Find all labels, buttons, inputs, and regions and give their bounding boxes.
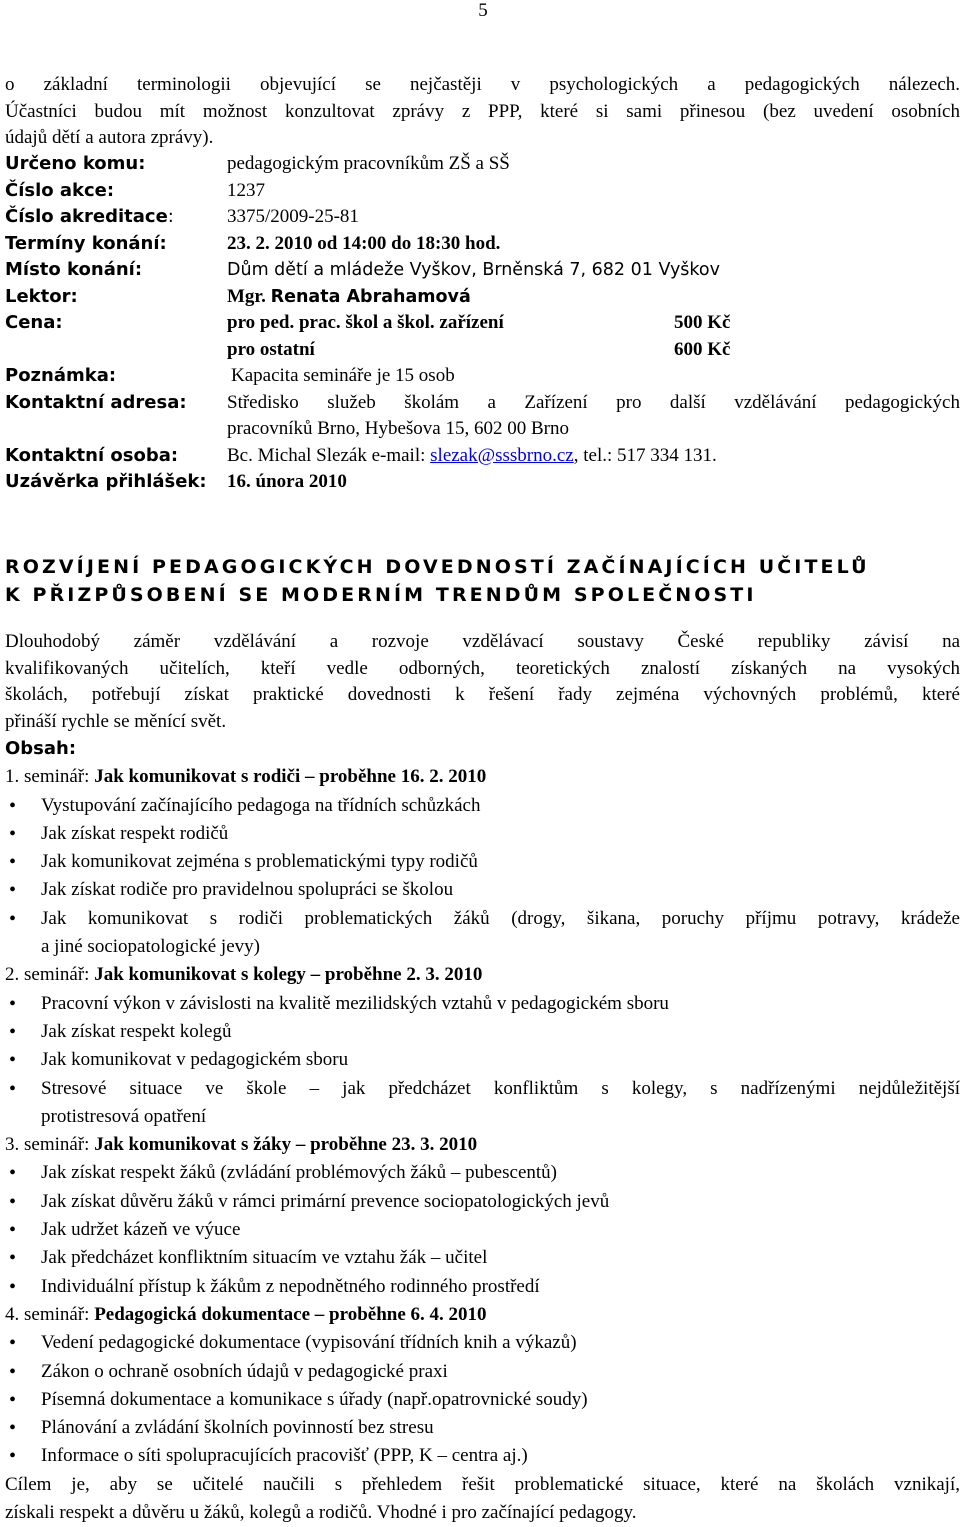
info-row-cena (5, 310, 960, 337)
info-label: Kontaktní adresa: (5, 391, 187, 413)
info-value: pedagogickým pracovníkům ZŠ a SŠ (227, 153, 510, 174)
price-amount-2: 600 Kč (674, 338, 731, 360)
page-number: 5 (478, 0, 488, 21)
list-item: • Jak komunikovat zejména s problematickými typy rodičů (5, 848, 960, 876)
content-section (5, 735, 960, 1527)
intro-line-3: údajů dětí a autora zprávy). (5, 127, 214, 148)
info-value: 16. února 2010 (227, 471, 347, 492)
info-row-cena-2 (5, 337, 960, 364)
list-item: • Zákon o ochraně osobních údajů v pedagogické praxi (5, 1358, 960, 1386)
event-info (5, 151, 960, 496)
list-item: • Jak získat respekt kolegů (5, 1018, 960, 1046)
info-label: Lektor: (5, 285, 78, 307)
info-label: Číslo akreditace: (5, 206, 174, 227)
info-row-terminy (5, 231, 960, 258)
info-label: Místo konání: (5, 259, 143, 280)
info-label: Termíny konání: (5, 232, 167, 254)
info-label: Kontaktní osoba: (5, 444, 179, 466)
seminar-2-title: 2. seminář: Jak komunikovat s kolegy – proběhne 2. 3. 2010 (5, 964, 483, 986)
list-item: • Jak komunikovat v pedagogickém sboru (5, 1046, 960, 1074)
intro-line-2: Účastníci budou mít možnost konzultovat zprávy z PPP, které si sami přinesou (bez uvedení osobních (5, 100, 960, 122)
seminar-4-list (5, 1329, 960, 1470)
obsah-label: Obsah: (5, 738, 77, 759)
list-item: • Jak získat respekt rodičů (5, 820, 960, 848)
info-value: Mgr. Renata Abrahamová (227, 285, 471, 307)
list-item: • Jak získat důvěru žáků v rámci primární prevence sociopatologických jevů (5, 1188, 960, 1216)
conclusion-paragraph: Cílem je, aby se učitelé naučili s přehledem řešit problematické situace, které na školách vznikají, získali respekt a důvěru u žáků, kolegů a rodičů. Vhodné i pro začínající pedagogy. (5, 1473, 960, 1524)
info-value: Bc. Michal Slezák e-mail: slezak@sssbrno.cz, tel.: 517 334 131. (227, 444, 717, 466)
info-row-cislo-akreditace (5, 204, 960, 231)
list-item: • Jak získat respekt žáků (zvládání problémových žáků – pubescentů) (5, 1159, 960, 1187)
info-value: 3375/2009-25-81 (227, 206, 359, 227)
price-item-2: pro ostatní (227, 338, 315, 360)
heading-line-1: ROZVÍJENÍ PEDAGOGICKÝCH DOVEDNOSTÍ ZAČÍNAJÍCÍCH UČITELŮ (5, 556, 870, 578)
list-item: • Plánování a zvládání školních povinností bez stresu (5, 1414, 960, 1442)
info-row-uzaverka (5, 469, 960, 496)
price-item-1: pro ped. prac. škol a škol. zařízení (227, 312, 504, 333)
info-row-osoba (5, 443, 960, 470)
list-item: • Jak získat rodiče pro pravidelnou spolupráci se školou (5, 876, 960, 904)
price-amount-1: 500 Kč (674, 312, 731, 333)
info-label: Cena: (5, 312, 63, 333)
list-item: • Písemná dokumentace a komunikace s úřady (např.opatrovnické soudy) (5, 1386, 960, 1414)
info-row-poznamka (5, 363, 960, 390)
info-row-misto (5, 257, 960, 284)
list-item: • Stresové situace ve škole – jak předcházet konfliktům s kolegy, s nadřízenými nejdůležitější protistresová opatření (5, 1075, 960, 1132)
seminar-1-title: 1. seminář: Jak komunikovat s rodiči – proběhne 16. 2. 2010 (5, 766, 487, 788)
seminar-2-list (5, 990, 960, 1131)
list-item: • Vystupování začínajícího pedagoga na třídních schůzkách (5, 792, 960, 820)
seminar-4-title: 4. seminář: Pedagogická dokumentace – proběhne 6. 4. 2010 (5, 1303, 487, 1325)
info-label: Poznámka: (5, 365, 117, 386)
info-value: 23. 2. 2010 od 14:00 do 18:30 hod. (227, 232, 501, 254)
info-row-adresa (5, 390, 960, 443)
info-row-cislo-akce (5, 178, 960, 205)
heading-line-2: K PŘIZPŮSOBENÍ SE MODERNÍM TRENDŮM SPOLEČNOSTI (5, 584, 757, 606)
seminar-3-title: 3. seminář: Jak komunikovat s žáky – proběhne 23. 3. 2010 (5, 1134, 478, 1156)
list-item: • Pracovní výkon v závislosti na kvalitě mezilidských vztahů v pedagogickém sboru (5, 990, 960, 1018)
list-item: • Informace o síti spolupracujících pracovišť (PPP, K – centra aj.) (5, 1442, 960, 1470)
info-value (227, 337, 960, 364)
info-value: 1237 (227, 179, 265, 201)
seminar-3-list (5, 1159, 960, 1300)
info-value: Kapacita semináře je 15 osob (231, 365, 455, 386)
list-item: • Jak udržet kázeň ve výuce (5, 1216, 960, 1244)
list-item: • Vedení pedagogické dokumentace (vypisování třídních knih a výkazů) (5, 1329, 960, 1357)
info-label: Určeno komu: (5, 153, 146, 174)
intro-line-1: o základní terminologii objevující se nejčastěji v psychologických a pedagogických nálezech. (5, 74, 960, 95)
info-value: Středisko služeb školám a Zařízení pro další vzdělávání pedagogických pracovníků Brno, Hybešova 15, 602 00 Brno (227, 391, 960, 439)
intro-paragraph (5, 72, 960, 152)
info-value: Dům dětí a mládeže Vyškov, Brněnská 7, 682 01 Vyškov (227, 260, 720, 280)
info-row-urceno (5, 151, 960, 178)
main-paragraph: Dlouhodobý záměr vzdělávání a rozvoje vzdělávací soustavy České republiky závisí na kvalifikovaných učitelích, kteří vedle odborných, teoretických znalostí získaných na vysokých školách, potřebují získat praktické dovednosti k řešení řady zejména výchovných problémů, které přináší rychle se měnící svět. (5, 631, 960, 732)
section-heading (5, 553, 960, 609)
info-value (227, 310, 960, 337)
info-row-lektor (5, 284, 960, 311)
info-label: Uzávěrka přihlášek: (5, 471, 207, 492)
list-item: • Jak předcházet konfliktním situacím ve vztahu žák – učitel (5, 1244, 960, 1272)
seminar-1-list (5, 792, 960, 962)
list-item: • Individuální přístup k žákům z nepodnětného rodinného prostředí (5, 1273, 960, 1301)
email-link[interactable]: slezak@sssbrno.cz (430, 444, 574, 466)
list-item: • Jak komunikovat s rodiči problematických žáků (drogy, šikana, poruchy příjmu potravy, krádeže a jiné sociopatologické jevy) (5, 905, 960, 962)
info-label: Číslo akce: (5, 179, 115, 201)
